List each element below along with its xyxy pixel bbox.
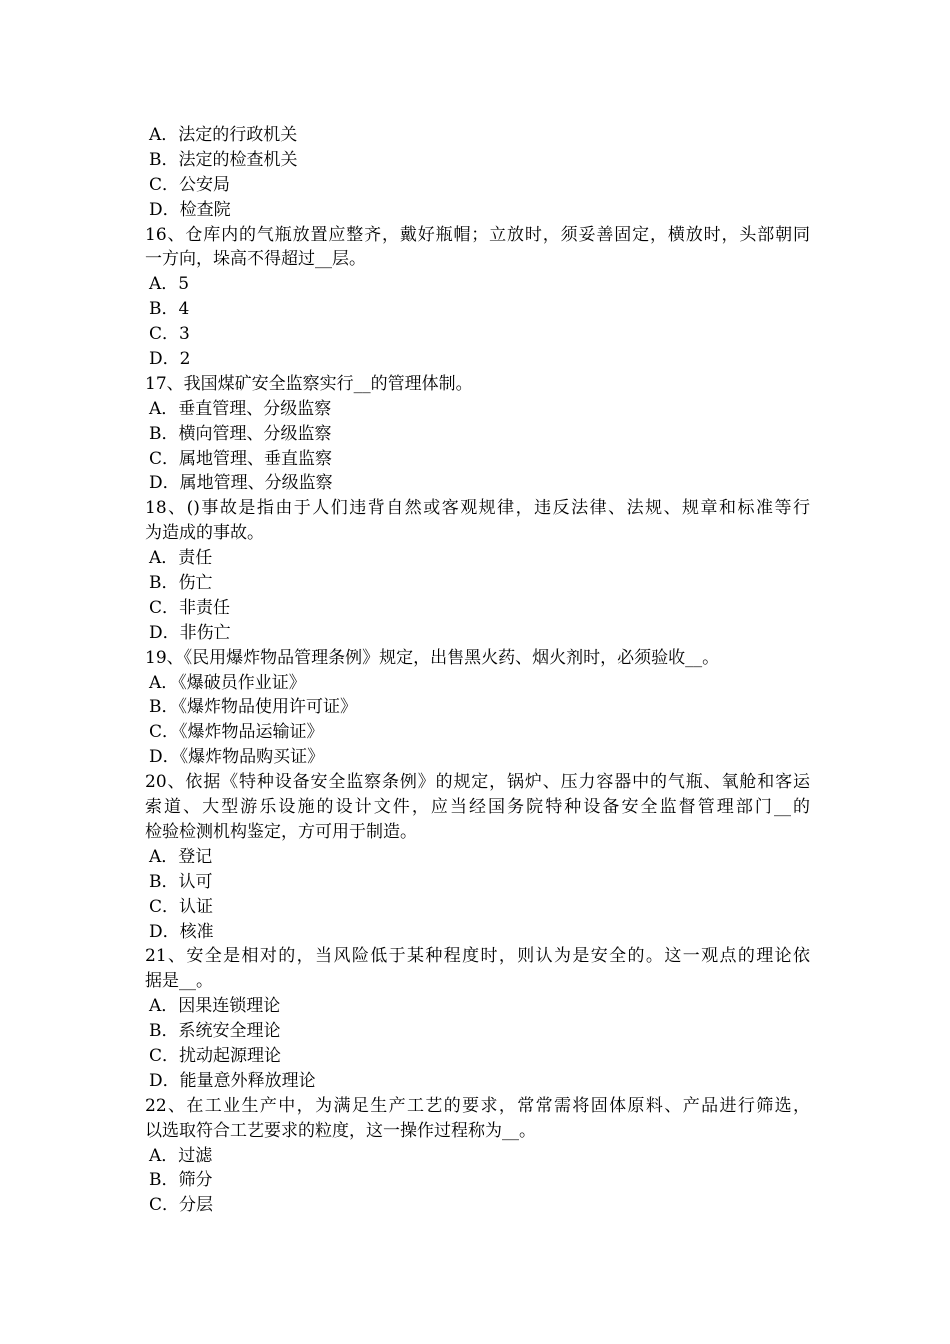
answer-option: A．5 — [149, 274, 190, 295]
answer-option: B．系统安全理论 — [149, 1021, 281, 1042]
answer-option: B．横向管理、分级监察 — [149, 423, 332, 444]
answer-option: C．属地管理、垂直监察 — [149, 448, 333, 469]
answer-option: A．过滤 — [149, 1145, 213, 1166]
answer-option: A．法定的行政机关 — [149, 125, 298, 145]
answer-option: C．分层 — [149, 1195, 214, 1216]
answer-option: D．属地管理、分级监察 — [149, 473, 333, 494]
document-body — [145, 123, 810, 1218]
answer-option: C．《爆炸物品运输证》 — [149, 722, 324, 743]
answer-option: D．2 — [149, 349, 191, 370]
answer-option: B．筛分 — [149, 1170, 213, 1191]
question-text-line: 检验检测机构鉴定，方可用于制造。 — [145, 821, 417, 842]
question — [145, 372, 810, 397]
question-text-line: 据是__。 — [145, 971, 213, 992]
question — [145, 944, 810, 994]
answer-option: C．认证 — [149, 896, 214, 917]
answer-option: D．能量意外释放理论 — [149, 1070, 316, 1091]
question-text-line: 一方向，垛高不得超过__层。 — [145, 249, 366, 270]
question — [145, 770, 810, 845]
question-text-line: 22、在工业生产中，为满足生产工艺的要求，常常需将固体原料、产品进行筛选， — [145, 1095, 810, 1116]
answer-option: B．认可 — [149, 871, 213, 892]
question — [145, 223, 810, 273]
question-text-line: 19、《民用爆炸物品管理条例》规定，出售黑火药、烟火剂时，必须验收__。 — [145, 647, 720, 668]
answer-option: B．4 — [149, 299, 190, 320]
question-text-line: 16、仓库内的气瓶放置应整齐，戴好瓶帽；立放时，须妥善固定，横放时，头部朝同 — [145, 224, 810, 245]
question-text-line: 以选取符合工艺要求的粒度，这一操作过程称为__。 — [145, 1120, 536, 1141]
answer-option: C．3 — [149, 324, 190, 345]
question-text-line: 20、依据《特种设备安全监察条例》的规定，锅炉、压力容器中的气瓶、氧舱和客运 — [145, 772, 810, 793]
question-text-line: 21、安全是相对的，当风险低于某种程度时，则认为是安全的。这一观点的理论依 — [145, 946, 810, 967]
answer-option: B．伤亡 — [149, 573, 213, 594]
answer-option: A．责任 — [149, 548, 213, 569]
answer-option: B．《爆炸物品使用许可证》 — [149, 697, 357, 718]
answer-option: C．公安局 — [149, 174, 231, 195]
answer-option: C．非责任 — [149, 597, 231, 618]
question — [145, 496, 810, 546]
answer-option: A．垂直管理、分级监察 — [149, 398, 332, 419]
answer-option: D．非伤亡 — [149, 622, 231, 643]
question — [145, 646, 810, 671]
answer-option: B．法定的检查机关 — [149, 149, 298, 170]
question-text-line: 为造成的事故。 — [145, 523, 264, 544]
answer-option: A．《爆破员作业证》 — [149, 672, 306, 693]
answer-option: A．因果连锁理论 — [149, 996, 281, 1017]
question-text-line: 索道、大型游乐设施的设计文件，应当经国务院特种设备安全监督管理部门__的 — [145, 797, 810, 818]
answer-option: D．检查院 — [149, 199, 231, 220]
answer-option: D．《爆炸物品购买证》 — [149, 747, 325, 768]
answer-option: C．扰动起源理论 — [149, 1045, 282, 1066]
question-text-line: 17、我国煤矿安全监察实行__的管理体制。 — [145, 373, 473, 394]
answer-option: A．登记 — [149, 846, 213, 867]
answer-option: D．核准 — [149, 921, 214, 942]
question-text-line: 18、()事故是指由于人们违背自然或客观规律，违反法律、法规、规章和标准等行 — [145, 498, 810, 519]
question — [145, 1094, 810, 1144]
